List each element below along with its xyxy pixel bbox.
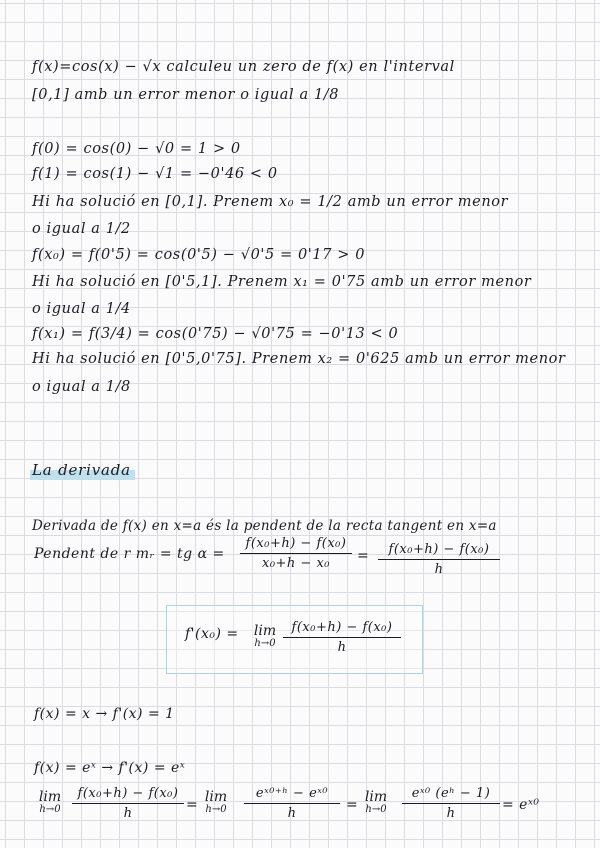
- box-limit-subscript: h→0: [254, 638, 276, 649]
- bisection-line-5: f(x₀) = f(0'5) = cos(0'5) − √0'5 = 0'17 > 0: [32, 247, 366, 263]
- example-limit-2-word: lim: [204, 789, 228, 805]
- fraction-bar: [244, 803, 340, 804]
- slope-fraction-1-denominator: x₀+h − x₀: [261, 556, 330, 572]
- example-fraction-a-numerator: f(x₀+h) − f(x₀): [77, 786, 179, 801]
- example-limit-1-subscript: h→0: [39, 804, 61, 815]
- fraction-bar: [402, 803, 500, 804]
- bisection-line-4: o igual a 1/2: [32, 221, 131, 237]
- bisection-line-3: Hi ha solució en [0,1]. Prenem x₀ = 1/2 amb un error menor: [32, 194, 509, 210]
- problem-statement-line-1: f(x)=cos(x) − √x calculeu un zero de f(x) en l'interval: [32, 59, 455, 75]
- section-title-derivative: La derivada: [30, 460, 135, 482]
- example-identity: f(x) = x → f'(x) = 1: [34, 706, 175, 722]
- box-limit: [247, 624, 283, 650]
- slope-fraction-1-numerator: f(x₀+h) − f(x₀): [245, 536, 347, 551]
- box-limit-word: lim: [253, 623, 277, 639]
- bisection-line-1: f(0) = cos(0) − √0 = 1 > 0: [32, 141, 241, 157]
- bisection-line-9: Hi ha solució en [0'5,0'75]. Prenem x₂ = 0'625 amb un error menor: [32, 351, 566, 367]
- slope-fraction-2-denominator: h: [434, 562, 444, 578]
- slope-fraction-2-numerator: f(x₀+h) − f(x₀): [388, 542, 490, 557]
- example-fraction-a: [72, 786, 184, 821]
- box-fraction-denominator: h: [337, 640, 347, 656]
- fraction-bar: [72, 803, 184, 804]
- example-limit-2-subscript: h→0: [205, 804, 227, 815]
- example-fraction-c-numerator: eˣ⁰ (eʰ − 1): [411, 786, 491, 801]
- fraction-bar: [240, 553, 352, 554]
- example-fraction-c: [402, 786, 500, 821]
- derivative-definition: Derivada de f(x) en x=a és la pendent de la recta tangent en x=a: [32, 518, 497, 534]
- example-limit-1: [32, 790, 68, 816]
- example-equals-1: =: [186, 797, 199, 813]
- example-limit-3: [358, 790, 394, 816]
- bisection-line-6: Hi ha solució en [0'5,1]. Prenem x₁ = 0'75 amb un error menor: [32, 274, 532, 290]
- box-lhs: f'(x₀) =: [185, 626, 239, 642]
- box-fraction-numerator: f(x₀+h) − f(x₀): [291, 620, 393, 635]
- example-limit-1-word: lim: [38, 789, 62, 805]
- example-fraction-c-denominator: h: [446, 806, 456, 822]
- example-equals-2: =: [346, 797, 359, 813]
- example-fraction-b-numerator: eˣ⁰⁺ʰ − eˣ⁰: [255, 786, 329, 801]
- slope-equals: =: [357, 548, 370, 564]
- problem-statement-line-2: [0,1] amb un error menor o igual a 1/8: [32, 87, 340, 103]
- example-limit-2: [198, 790, 234, 816]
- example-limit-3-word: lim: [364, 789, 388, 805]
- example-exponential: f(x) = eˣ → f'(x) = eˣ: [34, 760, 186, 776]
- example-result: = eˣ⁰: [502, 797, 540, 813]
- box-fraction: [283, 620, 401, 655]
- example-fraction-b-denominator: h: [287, 806, 297, 822]
- fraction-bar: [283, 637, 401, 638]
- bisection-line-7: o igual a 1/4: [32, 301, 131, 317]
- example-fraction-b: [244, 786, 340, 821]
- slope-fraction-2: [378, 542, 500, 577]
- bisection-line-2: f(1) = cos(1) − √1 = −0'46 < 0: [32, 166, 278, 182]
- derivative-definition-box: [166, 605, 423, 674]
- bisection-line-8: f(x₁) = f(3/4) = cos(0'75) − √0'75 = −0'13 < 0: [32, 326, 399, 342]
- bisection-line-10: o igual a 1/8: [32, 379, 131, 395]
- example-limit-3-subscript: h→0: [365, 804, 387, 815]
- slope-fraction-1: [240, 536, 352, 571]
- example-fraction-a-denominator: h: [123, 806, 133, 822]
- fraction-bar: [378, 559, 500, 560]
- slope-prefix: Pendent de r mᵣ = tg α =: [34, 546, 225, 562]
